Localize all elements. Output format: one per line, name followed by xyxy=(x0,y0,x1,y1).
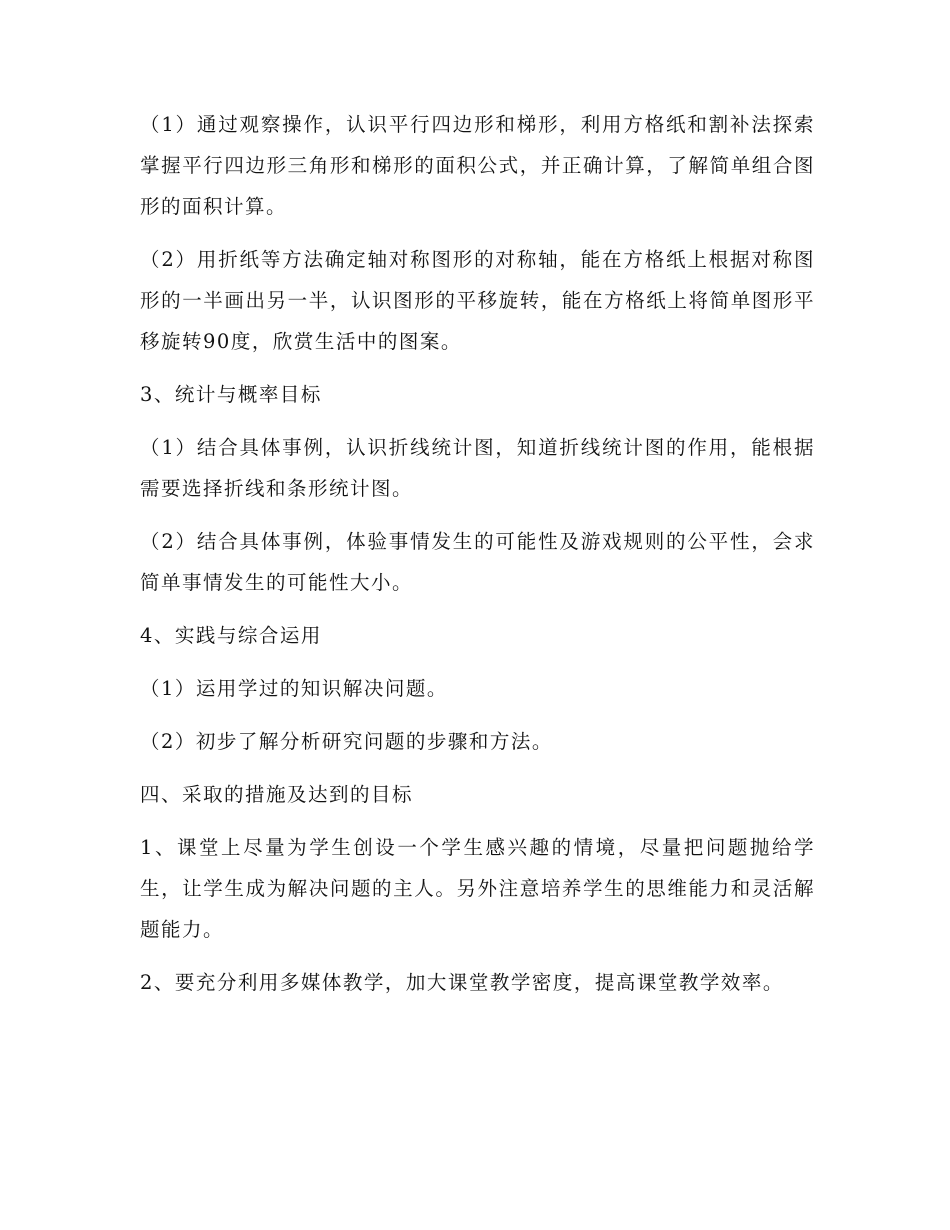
heading-statistics-goals: 3、统计与概率目标 xyxy=(140,383,322,406)
paragraph-statistics-1: （1）结合具体事例，认识折线统计图，知道折线统计图的作用，能根据需要选择折线和条形统计图。 xyxy=(140,436,815,500)
document-body xyxy=(140,104,815,1015)
paragraph-statistics-2: （2）结合具体事例，体验事情发生的可能性及游戏规则的公平性，会求简单事情发生的可能性大小。 xyxy=(140,530,815,594)
paragraph-measures-1: 1、课堂上尽量为学生创设一个学生感兴趣的情境，尽量把问题抛给学生，让学生成为解决问题的主人。另外注意培养学生的思维能力和灵活解题能力。 xyxy=(140,836,815,941)
paragraph-geometry-2: （2）用折纸等方法确定轴对称图形的对称轴，能在方格纸上根据对称图形的一半画出另一半，认识图形的平移旋转，能在方格纸上将简单图形平移旋转90度，欣赏生活中的图案。 xyxy=(140,248,815,353)
heading-measures: 四、采取的措施及达到的目标 xyxy=(140,783,414,806)
heading-practice: 4、实践与综合运用 xyxy=(140,624,322,647)
paragraph-practice-1: （1）运用学过的知识解决问题。 xyxy=(140,677,448,700)
paragraph-measures-2: 2、要充分利用多媒体教学，加大课堂教学密度，提高课堂教学效率。 xyxy=(140,971,784,994)
paragraph-practice-2: （2）初步了解分析研究问题的步骤和方法。 xyxy=(140,730,553,753)
paragraph-geometry-1: （1）通过观察操作，认识平行四边形和梯形，利用方格纸和割补法探索掌握平行四边形三角形和梯形的面积公式，并正确计算，了解简单组合图形的面积计算。 xyxy=(140,113,815,218)
